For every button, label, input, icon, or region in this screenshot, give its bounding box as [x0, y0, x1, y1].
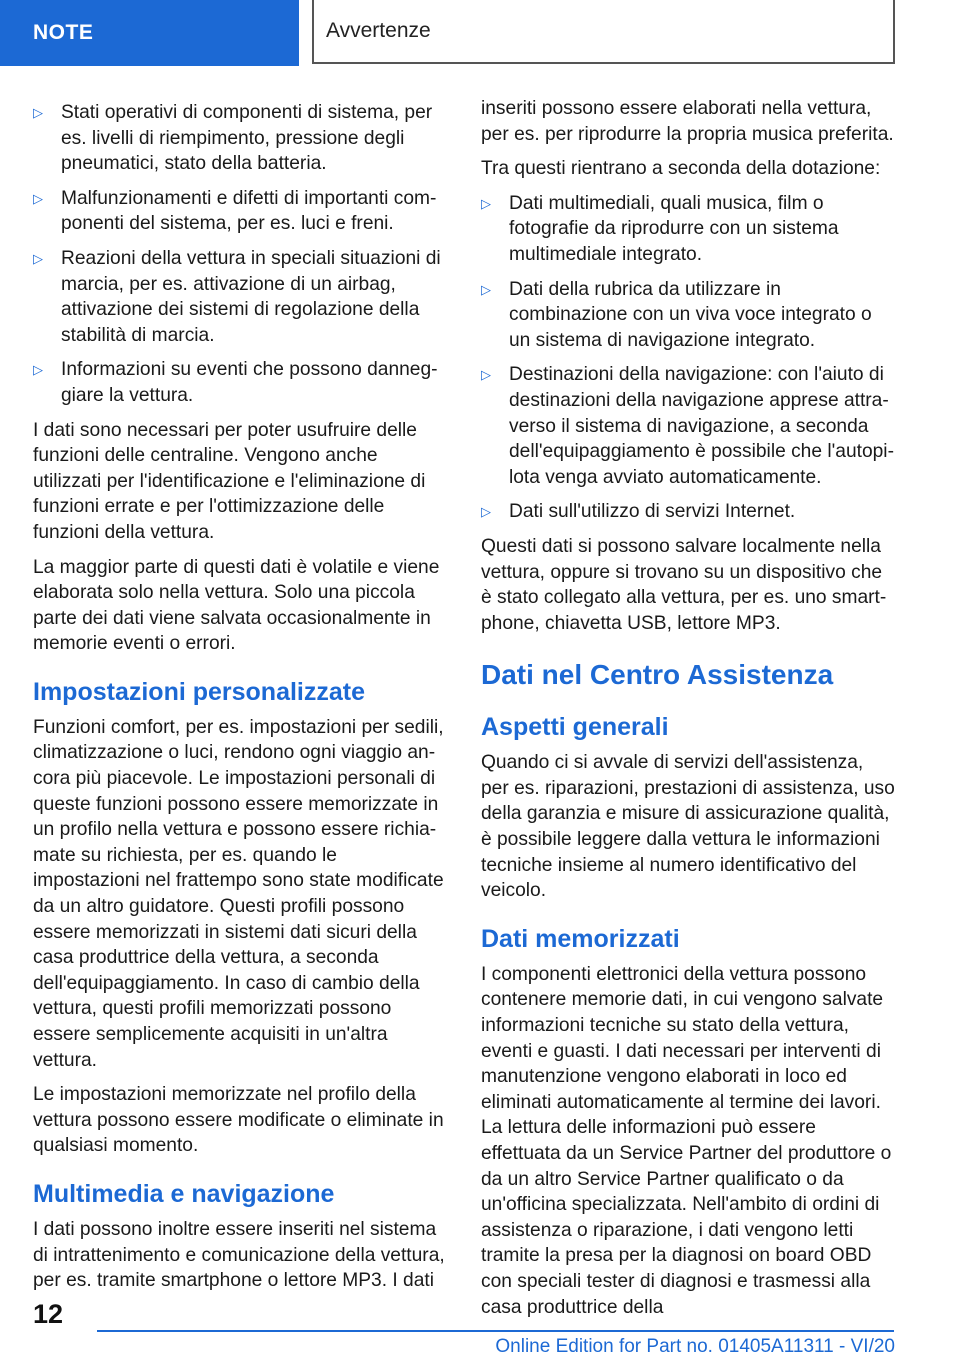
list-item: ▷ Reazioni della vettura in speciali situazioni di marcia, per es. attivazione di un airbag, attivazione dei sistemi di regolazione della stabilità di marcia. [33, 246, 447, 348]
list-item: ▷ Dati della rubrica da utilizzare in combinazione con un viva voce integrato o un sistema di navigazione integrato. [481, 277, 895, 354]
paragraph: Quando ci si avvale di servizi dell'assistenza, per es. riparazioni, prestazioni di assistenza, uso della garanzia e misure di assicurazione qualità, è possibile leggere dalla vettura le informazioni tecniche insieme al numero identificativo del veicolo. [481, 752, 895, 902]
triangle-bullet-icon: ▷ [481, 281, 491, 297]
triangle-bullet-icon: ▷ [33, 190, 43, 206]
paragraph: Le impostazioni memorizzate nel profilo della vettura possono essere modificate o eliminate in qualsiasi momento. [33, 1084, 444, 1157]
list-item: ▷ Informazioni su eventi che possono danneggiare la vettura. [33, 357, 447, 408]
triangle-bullet-icon: ▷ [481, 504, 491, 520]
paragraph: inseriti possono essere elaborati nella vettura, per es. per riprodurre la propria musica preferita. [481, 98, 894, 145]
list-item: ▷ Stati operativi di componenti di sistema, per es. livelli di riempimento, pressione degli pneumatici, stato della batteria. [33, 100, 447, 177]
paragraph: I dati sono necessari per poter usufruire delle funzioni delle centraline. Vengono anche utilizzati per l'identificazione e l'eliminazione di funzioni errate e per l'ottimizzazione delle funzioni della vettura. [33, 419, 426, 543]
list-item: ▷ Malfunzionamenti e difetti di importanti componenti del sistema, per es. luci e freni. [33, 186, 447, 237]
section-heading: Aspetti generali [481, 713, 669, 742]
list-item: ▷ Destinazioni della navigazione: con l'aiuto di destinazioni della navigazione apprese attraverso il sistema di navigazione, a seconda dell'equipaggiamento è possibile che l'autopilota venga avviato automaticamente. [481, 362, 895, 490]
left-column [33, 100, 447, 1303]
section-heading: Dati memorizzati [481, 924, 680, 953]
paragraph: La maggior parte di questi dati è volatile e viene elaborata solo nella vettura. Solo una piccola parte dei dati viene salvata occasionalmente in memorie eventi o errori. [33, 556, 440, 655]
paragraph: Tra questi rientrano a seconda della dotazione: [481, 158, 881, 180]
triangle-bullet-icon: ▷ [481, 195, 491, 211]
list-item: ▷ Dati sull'utilizzo di servizi Internet. [481, 499, 895, 525]
footer-divider [97, 1330, 894, 1332]
page-number: 12 [33, 1299, 64, 1329]
chapter-heading: Dati nel Centro Assistenza [481, 659, 834, 691]
section-heading: Impostazioni personalizzate [33, 677, 366, 706]
triangle-bullet-icon: ▷ [33, 105, 43, 120]
section-tab: NOTE [0, 0, 299, 66]
paragraph: I dati possono inoltre essere inseriti nel sistema di intrattenimento e comunicazione della vettura, per es. tramite smartphone o lettore MP3. I dati [33, 1218, 445, 1292]
triangle-bullet-icon: ▷ [33, 250, 43, 266]
paragraph: I componenti elettronici della vettura possono contenere memorie dati, in cui vengono salvate informazioni tecniche su stato della vettura, eventi e guasti. I dati necessari per interventi di manutenzione vengono elaborati in loco ed eliminati automaticamente al termine dei lavori. La lettura delle informazioni può essere effettuata da un Service Partner del produttore o da un altro Service Partner qualificato o da un'officina specializzata. Nell'ambito di ordini di assistenza o riparazione, i dati vengono letti tramite la presa per la diagnosi on board OBD con speciali tester di diagnosi e trasmessi alla casa produttrice della [481, 963, 892, 1318]
triangle-bullet-icon: ▷ [33, 362, 43, 378]
section-heading: Multimedia e navigazione [33, 1179, 335, 1208]
right-column [481, 96, 895, 1329]
paragraph: Questi dati si possono salvare localmente nella vettura, oppure si trovano su un dispositivo che è stato collegato alla vettura, per es. uno smartphone, chiavetta USB, lettore MP3. [481, 535, 887, 634]
list-item: ▷ Dati multimediali, quali musica, film o fotografie da riprodurre con un sistema multimediale integrato. [481, 191, 895, 268]
paragraph: Funzioni comfort, per es. impostazioni per sedili, climatizzazione o luci, rendono ogni viaggio ancora più piacevole. Le impostazioni personali di queste funzioni possono essere memorizzate in un profilo nella vettura e possono essere richiamate su richiesta, per es. quando le impostazioni nel frattempo sono state modificate da un altro guidatore. Questi profili possono essere memorizzati in sistemi dati sicuri della casa produttrice della vettura, a seconda dell'equipaggiamento. In caso di cambio della vettura, questi profili memorizzati possono essere semplicemente acquisiti in un'altra vettura. [33, 716, 444, 1071]
footer-edition-link[interactable]: Online Edition for Part no. 01405A11311 - VI/20 [495, 1336, 895, 1357]
triangle-bullet-icon: ▷ [481, 367, 491, 383]
page-header-title: Avvertenze [312, 0, 895, 64]
